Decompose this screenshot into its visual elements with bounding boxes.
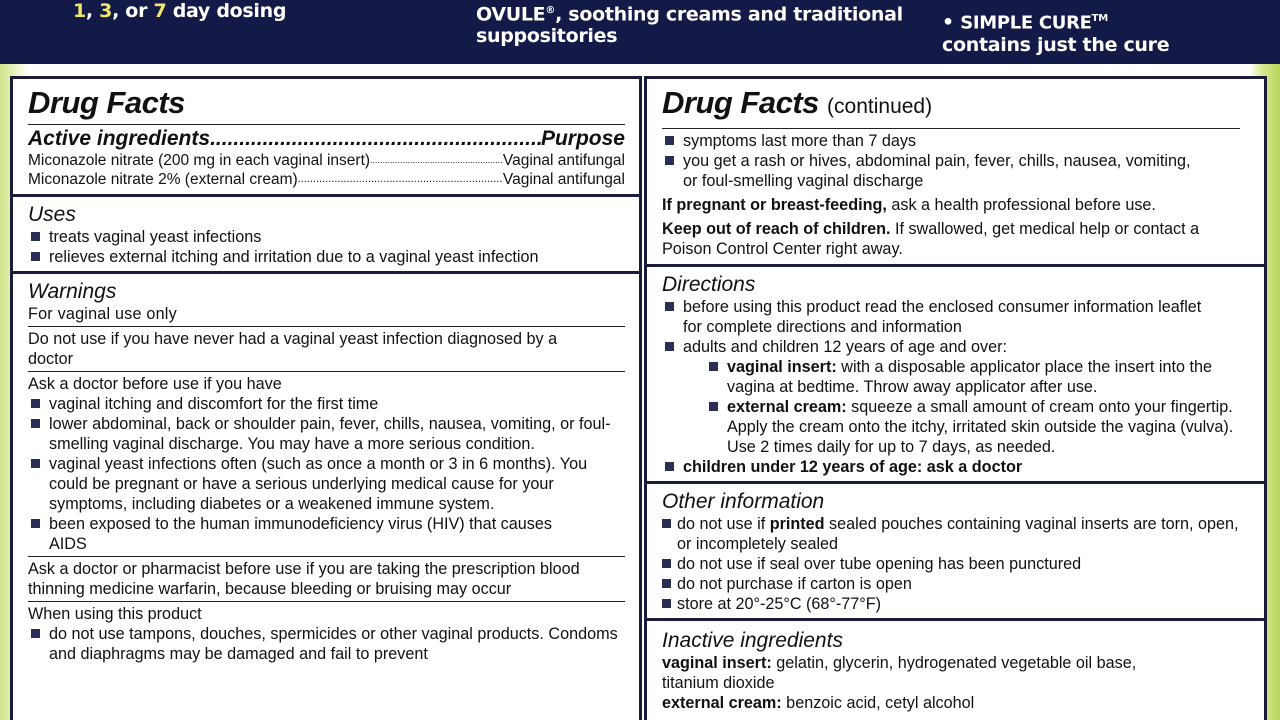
package-banner [0, 0, 1280, 64]
list-item [662, 594, 1250, 614]
inactive-ingredients-section [647, 621, 1264, 713]
ingredient-purpose: Vaginal antifungal [502, 171, 625, 188]
bullet-square-icon [31, 459, 40, 468]
trademark: TM [1091, 13, 1108, 24]
pregnant-warning-text: ask a health professional before use. [886, 196, 1156, 214]
simple-cure-text: contains just the cure [942, 34, 1170, 57]
sub-list-item [662, 357, 1250, 397]
divider [28, 601, 625, 602]
uses-heading: Uses [28, 203, 76, 226]
inactive-ingredients-heading: Inactive ingredients [662, 629, 843, 652]
list-item [662, 457, 1250, 477]
ingredient-row [28, 151, 625, 170]
list-item [662, 554, 1250, 574]
active-ingredients-section [13, 79, 639, 197]
list-item-text: vaginal yeast infections often (such as once a month or 3 in 6 months). You could be pregnant or have a serious underlying medical cause for your symptoms, including diabetes or a weakened immune system. [49, 455, 588, 513]
list-item [28, 514, 625, 554]
list-item-text: been exposed to the human immunodeficiency virus (HIV) that causes AIDS [49, 515, 552, 553]
list-item [662, 337, 1250, 357]
vaginal-insert-inactive [662, 653, 1250, 693]
ingredient-name: Miconazole nitrate (200 mg in each vaginal insert) [28, 152, 371, 169]
list-item [662, 131, 1250, 151]
bullet-square-icon [709, 362, 718, 371]
bullet-square-icon [665, 136, 674, 145]
bullet-square-icon [31, 629, 40, 638]
dose-7: 7 [153, 0, 167, 22]
list-item-text: children under 12 years of age: ask a doctor [683, 458, 1023, 476]
keep-out-lead: Keep out of reach of children. [662, 220, 891, 238]
list-item-text: do not use tampons, douches, spermicides or other vaginal products. Condoms and diaphragms may be damaged and fail to prevent [49, 625, 618, 663]
simple-cure-claim [942, 8, 1169, 56]
list-item-text [677, 514, 1250, 554]
registered-mark: ® [545, 5, 556, 16]
directions-section [647, 267, 1264, 484]
warnings-section [13, 274, 639, 664]
list-item [662, 574, 1250, 594]
ovule-claim [476, 0, 903, 47]
drug-facts-title: Drug Facts [662, 85, 819, 120]
list-item [28, 414, 625, 454]
drug-facts-continued-title [662, 85, 1250, 125]
bullet-square-icon [665, 302, 674, 311]
purpose-heading: Purpose [540, 127, 625, 150]
vaginal-insert-label: vaginal insert: [727, 358, 837, 376]
divider [28, 124, 625, 125]
keep-out-of-reach [662, 219, 1250, 259]
bullet-square-icon [665, 342, 674, 351]
pharmacist-warning-lead: Ask a doctor or pharmacist before use if you are [28, 560, 373, 578]
keep-out-text: If swallowed, get medical help or contact a Poison Control Center right away. [662, 220, 1200, 258]
ingredient-purpose: Vaginal antifungal [502, 152, 625, 169]
bullet-square-icon [31, 252, 40, 261]
bullet-square-icon [31, 399, 40, 408]
ovule-word: OVULE [476, 3, 546, 26]
pharmacist-warning [28, 559, 625, 599]
list-item-text: lower abdominal, back or shoulder pain, fever, chills, nausea, vomiting, or foul-smelling vaginal discharge. You may have a more serious condition. [49, 415, 611, 453]
external-cream-text: squeeze a small amount of cream onto your fingertip. Apply the cream onto the itchy, irritated skin outside the vagina (vulva). Use 2 times daily for up to 7 days, as needed. [727, 398, 1234, 456]
do-not-use-warning: Do not use if you have never had a vaginal yeast infection diagnosed by a doctor [28, 330, 558, 368]
list-item [28, 227, 625, 247]
external-cream-ingredients: benzoic acid, cetyl alcohol [781, 694, 975, 712]
dose-1: 1 [73, 0, 86, 22]
list-item-text: you get a rash or hives, abdominal pain, fever, chills, nausea, vomiting, or foul-smelling vaginal discharge [683, 152, 1191, 190]
divider [28, 371, 625, 372]
bullet-square-icon [709, 402, 718, 411]
text: do not use if [677, 515, 770, 533]
active-ingredients-heading: Active ingredients [28, 127, 211, 150]
simple-cure-title: SIMPLE CURE [960, 12, 1092, 34]
list-item-text: treats vaginal yeast infections [49, 228, 262, 246]
dot-leader [370, 151, 503, 170]
ovule-text: , soothing creams and traditional [555, 3, 903, 26]
continued-label: (continued) [827, 95, 933, 118]
pregnant-warning-lead: If pregnant or breast-feeding, [662, 196, 887, 214]
pharmacist-warning-text: taking the prescription blood thinning medicine warfarin, because bleeding or bruising may occur [28, 560, 580, 598]
bullet-square-icon [662, 599, 671, 608]
list-item-text: do not use if seal over tube opening has been punctured [677, 555, 1082, 573]
pregnant-warning [662, 195, 1250, 215]
drug-facts-title: Drug Facts [28, 85, 185, 120]
bullet-square-icon [665, 156, 674, 165]
other-information-section [647, 484, 1264, 621]
divider [662, 128, 1240, 129]
list-item-text: relieves external itching and irritation due to a vaginal yeast infection [49, 248, 539, 266]
directions-heading: Directions [662, 273, 756, 296]
vaginal-insert-ingredients: gelatin, glycerin, hydrogenated vegetable oil base, titanium dioxide [662, 654, 1137, 692]
bullet-square-icon [31, 519, 40, 528]
text: sealed pouches containing vaginal inserts are torn, open, or incompletely sealed [677, 515, 1239, 553]
list-item-text: adults and children 12 years of age and over: [683, 338, 1007, 356]
sep: , [85, 0, 100, 22]
external-cream-label: external cream: [662, 694, 782, 712]
dot-leader [210, 127, 541, 151]
list-item-text: before using this product read the enclosed consumer information leaflet for complete directions and information [683, 298, 1202, 336]
other-information-heading: Other information [662, 490, 825, 513]
dose-3: 3 [99, 0, 113, 22]
list-item-text [727, 397, 1250, 457]
drug-facts-panel-left [10, 76, 642, 720]
dot-leader [298, 170, 503, 189]
list-item-text [727, 357, 1250, 397]
dosing-claim [73, 0, 286, 22]
list-item [28, 247, 625, 267]
vaginal-insert-text: with a disposable applicator place the insert into the vagina at bedtime. Throw away applicator after use. [727, 358, 1212, 396]
bullet-square-icon [31, 419, 40, 428]
dosing-text: day dosing [166, 0, 287, 22]
list-item [662, 151, 1250, 191]
sep: , or [112, 0, 154, 22]
uses-section [13, 197, 639, 274]
continued-section [647, 79, 1264, 267]
list-item [662, 297, 1250, 337]
ovule-text-line2: suppositories [476, 25, 618, 48]
external-cream-label: external cream: [727, 398, 847, 416]
list-item [662, 514, 1250, 554]
warnings-heading: Warnings [28, 280, 117, 303]
bullet-square-icon [662, 579, 671, 588]
list-item [28, 394, 625, 414]
ingredient-name: Miconazole nitrate 2% (external cream) [28, 171, 298, 188]
when-using-heading: When using this product [28, 605, 202, 623]
printed-emphasis: printed [769, 515, 825, 533]
sub-list-item [662, 397, 1250, 457]
list-item-text: do not purchase if carton is open [677, 575, 912, 593]
bullet-square-icon [665, 462, 674, 471]
bullet-square-icon [662, 519, 671, 528]
active-ingredients-header [28, 127, 625, 151]
list-item [28, 454, 625, 514]
vaginal-use-only: For vaginal use only [28, 305, 177, 323]
list-item [28, 624, 625, 664]
divider [28, 556, 625, 557]
list-item-text: vaginal itching and discomfort for the first time [49, 395, 379, 413]
ask-doctor-heading: Ask a doctor before use if you have [28, 375, 282, 393]
list-item-text: store at 20°-25°C (68°-77°F) [677, 595, 882, 613]
divider [28, 326, 625, 327]
drug-facts-panel-right [644, 76, 1267, 720]
bullet-icon: • [942, 11, 954, 34]
bullet-square-icon [31, 232, 40, 241]
list-item-text: symptoms last more than 7 days [683, 132, 917, 150]
external-cream-inactive [662, 693, 1250, 713]
vaginal-insert-label: vaginal insert: [662, 654, 772, 672]
ingredient-row [28, 170, 625, 189]
bullet-square-icon [662, 559, 671, 568]
